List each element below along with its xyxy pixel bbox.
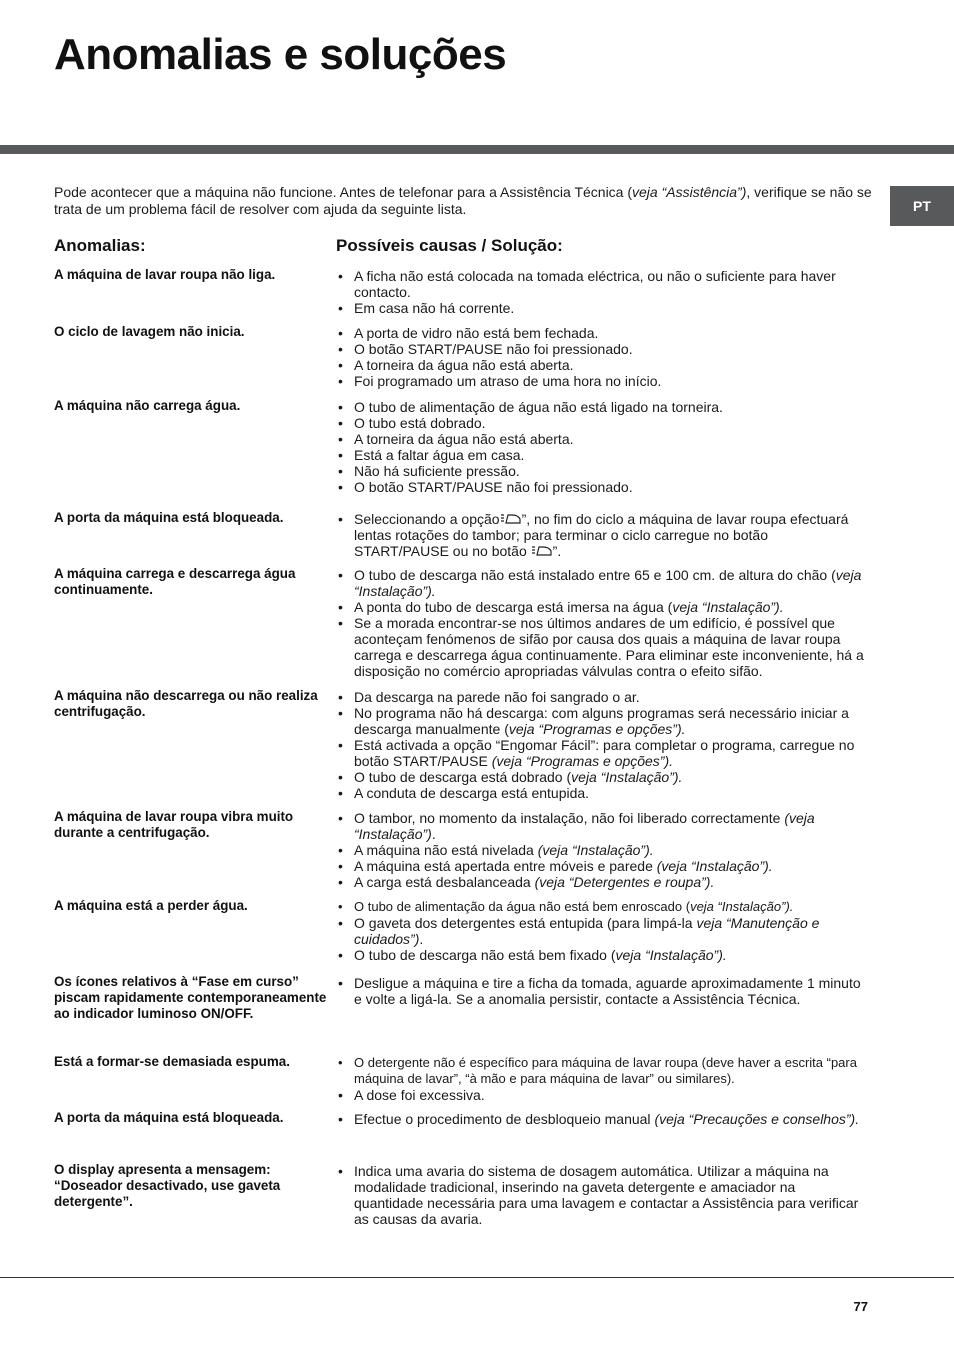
cause-text: O detergente não é específico para máquina de lavar roupa (deve haver a escrita “para máquina de lavar”, “à mão e para máquina de lavar” ou similares). xyxy=(354,1055,857,1086)
cause-reference: (veja “Instalação”). xyxy=(537,842,654,858)
cause-item xyxy=(336,357,866,373)
cause-item xyxy=(336,415,866,431)
cause-item xyxy=(336,479,866,495)
cause-reference: (veja “Instalação”) xyxy=(354,810,815,842)
cause-reference: veja “Manutenção e cuidados”) xyxy=(354,915,820,947)
cause-list xyxy=(336,899,866,963)
causes-header: Possíveis causas / Solução: xyxy=(336,236,563,255)
cause-text: O tubo está dobrado. xyxy=(354,415,486,431)
cause-item xyxy=(336,1055,866,1087)
anomaly-label: O ciclo de lavagem não inicia. xyxy=(54,324,245,339)
cause-item xyxy=(336,1087,866,1103)
cause-text: . xyxy=(419,931,424,947)
cause-text: A dose foi excessiva. xyxy=(354,1087,485,1103)
cause-text: A máquina não está nivelada xyxy=(354,842,538,858)
cause-item xyxy=(336,268,866,300)
cause-text: A carga está desbalanceada xyxy=(354,874,535,890)
page-title: Anomalias e soluções xyxy=(54,30,507,79)
cause-item xyxy=(336,615,866,679)
cause-item xyxy=(336,858,866,874)
cause-item xyxy=(336,399,866,415)
page-number: 77 xyxy=(853,1299,868,1314)
footer-rule xyxy=(0,1277,954,1278)
cause-text: Efectue o procedimento de desbloqueio manual xyxy=(354,1111,655,1127)
intro-before: Pode acontecer que a máquina não funcione. Antes de telefonar para a Assistência Técnica ( xyxy=(54,184,633,200)
cause-item xyxy=(336,599,866,615)
cause-text: A torneira da água não está aberta. xyxy=(354,431,574,447)
cause-reference: (veja “Detergentes e roupa”). xyxy=(534,874,715,890)
cause-text: No programa não há descarga: com alguns programas será necessário iniciar a descarga manualmente ( xyxy=(354,705,849,737)
cause-text: O tubo de alimentação de água não está ligado na torneira. xyxy=(354,399,723,415)
anomaly-label: A máquina carrega e descarrega água continuamente. xyxy=(54,566,296,597)
cause-text: A porta de vidro não está bem fechada. xyxy=(354,325,599,341)
cause-text: O gaveta dos detergentes está entupida (para limpá-la xyxy=(354,915,697,931)
cause-reference: veja “Instalação”). xyxy=(615,947,727,963)
cause-item xyxy=(336,915,866,947)
cause-reference: veja “Programas e opções”). xyxy=(508,721,686,737)
cause-reference: (veja “Instalação”). xyxy=(656,858,773,874)
anomaly-label: Os ícones relativos à “Fase em curso” piscam rapidamente contemporaneamente ao indicador luminoso ON/OFF. xyxy=(54,974,327,1021)
cause-text: O tubo de descarga não está instalado entre 65 e 100 cm. de altura do chão ( xyxy=(354,567,836,583)
anomaly-label: A máquina não descarrega ou não realiza centrifugação. xyxy=(54,688,318,719)
anomaly-label: A máquina de lavar roupa não liga. xyxy=(54,267,276,282)
cause-item xyxy=(336,1163,866,1227)
cause-text: Se a morada encontrar-se nos últimos andares de um edifício, é possível que aconteçam fenómenos de sifão por causa dos quais a máquina de lavar roupa carrega e descarrega água continuamente. Para eliminar este inconveniente, há a disposição no comércio apropriadas válvulas contra o efeito sifão. xyxy=(354,615,864,679)
anomalies-header: Anomalias: xyxy=(54,236,146,255)
cause-reference: (veja “Precauções e conselhos”). xyxy=(654,1111,860,1127)
cause-list xyxy=(336,689,866,801)
cause-item xyxy=(336,463,866,479)
cause-text: O botão START/PAUSE não foi pressionado. xyxy=(354,341,633,357)
cause-item xyxy=(336,341,866,357)
cause-list xyxy=(336,399,866,495)
iron-option-icon xyxy=(500,513,522,525)
cause-text: A ficha não está colocada na tomada eléctrica, ou não o suficiente para haver contacto. xyxy=(354,268,836,300)
cause-item xyxy=(336,947,866,963)
cause-list xyxy=(336,1163,866,1227)
cause-text: O botão START/PAUSE não foi pressionado. xyxy=(354,479,633,495)
cause-item xyxy=(336,874,866,890)
cause-text: Da descarga na parede não foi sangrado o ar. xyxy=(354,689,640,705)
cause-text: Não há suficiente pressão. xyxy=(354,463,520,479)
cause-text: Indica uma avaria do sistema de dosagem automática. Utilizar a máquina na modalidade tradicional, inserindo na gaveta detergente e amaciador na quantidade necessária para uma lavagem e contactar a Assistência para verificar as causas da avaria. xyxy=(354,1163,859,1227)
cause-list xyxy=(336,511,866,559)
cause-text: A torneira da água não está aberta. xyxy=(354,357,574,373)
cause-list xyxy=(336,1055,866,1103)
cause-item xyxy=(336,511,866,559)
cause-item xyxy=(336,431,866,447)
cause-item xyxy=(336,899,866,915)
cause-item xyxy=(336,689,866,705)
cause-reference: (veja “Programas e opções”). xyxy=(491,753,674,769)
anomaly-label: A máquina não carrega água. xyxy=(54,398,241,413)
cause-item xyxy=(336,705,866,737)
cause-text: Desligue a máquina e tire a ficha da tomada, aguarde aproximadamente 1 minuto e volte a ligá-la. Se a anomalia persistir, contacte a Assistência Técnica. xyxy=(354,975,861,1007)
cause-item xyxy=(336,447,866,463)
anomaly-label: A porta da máquina está bloqueada. xyxy=(54,510,284,525)
cause-list xyxy=(336,325,866,389)
cause-item xyxy=(336,785,866,801)
cause-text: O tubo de alimentação da água não está bem enroscado ( xyxy=(354,899,691,914)
cause-item xyxy=(336,737,866,769)
intro-ref: veja “Assistência”) xyxy=(632,184,747,200)
cause-reference: veja “Instalação”). xyxy=(690,899,794,914)
cause-text: Seleccionando a opção xyxy=(354,511,500,527)
cause-item xyxy=(336,300,866,316)
cause-list xyxy=(336,810,866,890)
cause-item xyxy=(336,373,866,389)
language-tab: PT xyxy=(890,186,954,226)
header-rule xyxy=(0,145,954,154)
anomaly-label: O display apresenta a mensagem: “Doseador desactivado, use gaveta detergente”. xyxy=(54,1162,281,1209)
cause-text: O tubo de descarga não está bem fixado ( xyxy=(354,947,616,963)
cause-text: Foi programado um atraso de uma hora no início. xyxy=(354,373,662,389)
cause-text: A máquina está apertada entre móveis e parede xyxy=(354,858,657,874)
cause-item xyxy=(336,769,866,785)
cause-text: A ponta do tubo de descarga está imersa na água ( xyxy=(354,599,673,615)
cause-text: A conduta de descarga está entupida. xyxy=(354,785,590,801)
anomaly-label: Está a formar-se demasiada espuma. xyxy=(54,1054,290,1069)
cause-text: Está activada a opção “Engomar Fácil”: para completar o programa, carregue no botão START/PAUSE xyxy=(354,737,855,769)
iron-option-icon xyxy=(531,545,553,557)
cause-item xyxy=(336,1111,866,1127)
anomaly-label: A máquina de lavar roupa vibra muito durante a centrifugação. xyxy=(54,809,294,840)
cause-text: ”. xyxy=(552,543,562,559)
cause-reference: veja “Instalação”). xyxy=(672,599,784,615)
cause-text: Em casa não há corrente. xyxy=(354,300,515,316)
cause-text: . xyxy=(431,826,436,842)
cause-text: O tubo de descarga está dobrado ( xyxy=(354,769,572,785)
cause-text: O tambor, no momento da instalação, não foi liberado correctamente xyxy=(354,810,785,826)
cause-item xyxy=(336,975,866,1007)
cause-item xyxy=(336,810,866,842)
cause-list xyxy=(336,975,866,1007)
cause-list xyxy=(336,567,866,679)
cause-list xyxy=(336,1111,866,1127)
cause-list xyxy=(336,268,866,316)
cause-item xyxy=(336,567,866,599)
cause-text: Está a faltar água em casa. xyxy=(354,447,525,463)
intro-text xyxy=(54,184,874,218)
cause-reference: veja “Instalação”). xyxy=(571,769,683,785)
cause-item xyxy=(336,325,866,341)
anomaly-label: A porta da máquina está bloqueada. xyxy=(54,1110,284,1125)
cause-text: ”, no fim do ciclo a máquina de lavar roupa efectuará lentas rotações do tambor; para terminar o ciclo carregue no botão START/PAUSE ou no botão xyxy=(354,511,849,559)
cause-reference: veja “Instalação”). xyxy=(354,567,862,599)
intro-after: , verifique se não se trata de um problema fácil de resolver com ajuda da seguinte lista. xyxy=(54,184,872,217)
cause-item xyxy=(336,842,866,858)
anomaly-label: A máquina está a perder água. xyxy=(54,898,248,913)
